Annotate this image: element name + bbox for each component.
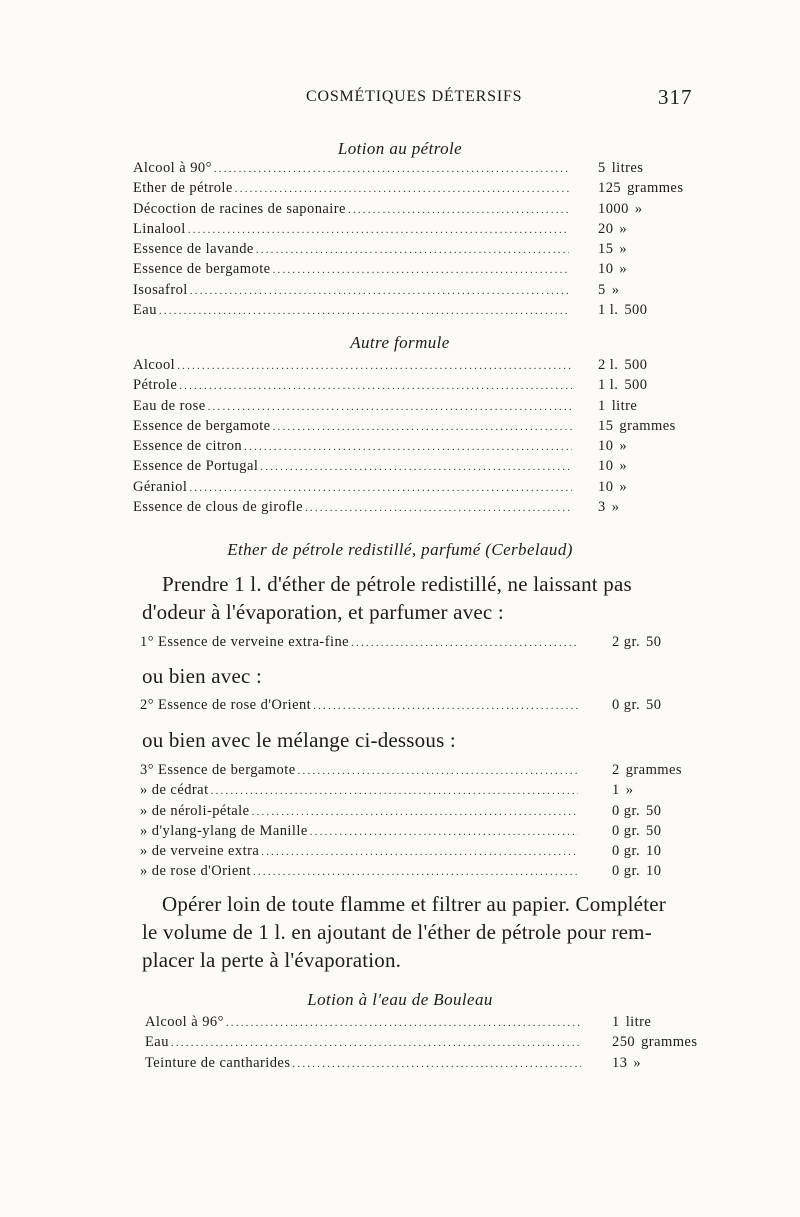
quantity-unit: » [619, 478, 628, 495]
ingredient-name: » d'ylang-ylang de Manille [140, 822, 308, 839]
recipe-row [0, 357, 800, 377]
ingredient-name: » de verveine extra [140, 843, 260, 860]
quantity-amount: 5 [598, 281, 606, 298]
recipe-lotion-bouleau [0, 1014, 800, 1075]
quantity-amount: 20 [598, 220, 614, 237]
quantity-unit: 50 [646, 802, 662, 819]
quantity-unit: » [619, 261, 628, 278]
quantity-amount: 1 [612, 782, 620, 799]
recipe-row [0, 282, 800, 302]
quantity-unit: 50 [646, 697, 662, 713]
quantity [598, 241, 627, 258]
quantity [598, 302, 647, 319]
ingredient-name: » de rose d'Orient [140, 863, 251, 880]
ingredient-name: Essence de clous de girofle [133, 499, 303, 516]
quantity [598, 398, 637, 415]
ingredient-with-leader [133, 438, 572, 458]
ingredient-with-leader [145, 1055, 581, 1075]
ingredient-with-leader [140, 823, 578, 843]
recipe-row [0, 823, 800, 843]
ingredient-name: 3° Essence de bergamote [140, 762, 296, 778]
quantity-unit: grammes [641, 1034, 698, 1051]
page-number: 317 [658, 85, 693, 109]
quantity [612, 843, 661, 860]
recipe-row [0, 1055, 800, 1075]
ingredient-name: Essence de lavande [133, 241, 254, 258]
ingredient-name: Isosafrol [133, 281, 188, 298]
quantity-unit: » [619, 241, 628, 258]
quantity [612, 1055, 641, 1072]
quantity [598, 180, 683, 197]
ingredient-with-leader [133, 160, 569, 180]
recipe-row [0, 398, 800, 418]
quantity-amount: 10 [598, 478, 614, 495]
quantity [612, 1034, 697, 1051]
dot-leader [177, 360, 572, 372]
ingredient-name: Teinture de cantharides [145, 1054, 291, 1071]
quantity-unit: » [634, 200, 643, 217]
quantity-unit: litre [611, 397, 638, 414]
quantity-unit: grammes [625, 762, 683, 778]
quantity-unit: litre [625, 1014, 652, 1030]
ingredient-name: Géraniol [133, 478, 188, 495]
recipe-row [0, 863, 800, 883]
quantity [598, 479, 627, 496]
recipe-row [0, 261, 800, 281]
dot-leader [313, 700, 578, 712]
or-line-1: ou bien avec : [142, 664, 263, 688]
quantity-unit: 500 [624, 377, 648, 394]
ingredient-with-leader [133, 458, 572, 478]
quantity [612, 823, 661, 840]
section-title-autre-formule: Autre formule [350, 333, 450, 352]
ingredient-name: Eau [133, 302, 157, 319]
quantity [612, 634, 661, 651]
quantity-amount: 250 [612, 1034, 636, 1051]
ingredient-with-leader [133, 180, 569, 200]
recipe-row [0, 377, 800, 397]
dot-leader [226, 1017, 581, 1029]
quantity [598, 499, 619, 516]
quantity-amount: 0 gr. [612, 843, 641, 860]
quantity-amount: 2 gr. [612, 634, 641, 650]
ingredient-name: 1° Essence de verveine extra-fine [140, 634, 350, 650]
quantity-amount: 1 [598, 397, 606, 414]
quantity-unit: 500 [624, 357, 648, 373]
dot-leader [159, 305, 569, 317]
quantity-unit: 10 [646, 843, 662, 860]
quantity [598, 438, 627, 455]
quantity [598, 418, 676, 435]
closing-line-1: Opérer loin de toute flamme et filtrer au papier. Compléter [162, 892, 666, 916]
quantity-unit: » [633, 1054, 642, 1071]
quantity [598, 282, 619, 299]
quantity [598, 377, 647, 394]
ingredient-with-leader [133, 499, 572, 519]
ingredient-name: Essence de Portugal [133, 458, 259, 475]
quantity-amount: 1 l. [598, 302, 619, 319]
recipe-row [0, 762, 800, 782]
recipe-lotion-au-petrole [0, 160, 800, 322]
ingredient-with-leader [140, 863, 578, 883]
ingredient-with-leader [140, 782, 578, 802]
recipe-row [0, 782, 800, 802]
ingredient-name: Linalool [133, 220, 186, 237]
recipe-row [0, 479, 800, 499]
dot-leader [253, 866, 578, 878]
quantity-amount: 1000 [598, 200, 629, 217]
recipe-melange [0, 762, 800, 884]
dot-leader [298, 765, 578, 777]
option-1 [0, 634, 800, 654]
dot-leader [292, 1058, 581, 1070]
ingredient-name: 2° Essence de rose d'Orient [140, 697, 312, 713]
ingredient-name: Essence de bergamote [133, 261, 271, 278]
quantity-unit: » [619, 220, 628, 237]
closing-line-2: le volume de 1 l. en ajoutant de l'éther de pétrole pour rem- [142, 920, 652, 944]
ingredient-name: Décoction de racines de saponaire [133, 200, 346, 217]
quantity-amount: 15 [598, 417, 614, 434]
ingredient-with-leader [140, 697, 578, 717]
quantity-unit: grammes [627, 180, 684, 197]
dot-leader [188, 224, 569, 236]
recipe-row [0, 1014, 800, 1034]
closing-paragraph [142, 890, 702, 974]
quantity [612, 863, 661, 880]
ingredient-with-leader [133, 261, 569, 281]
dot-leader [211, 785, 578, 797]
quantity [598, 357, 647, 374]
recipe-row [0, 201, 800, 221]
quantity [612, 803, 661, 820]
dot-leader [179, 380, 572, 392]
dot-leader [351, 637, 578, 649]
ingredient-with-leader [140, 803, 578, 823]
ingredient-name: » de cédrat [140, 782, 209, 799]
quantity-unit: 10 [646, 863, 662, 880]
quantity-unit: 50 [646, 634, 662, 650]
ingredient-name: Eau [145, 1034, 169, 1051]
quantity-amount: 15 [598, 241, 614, 258]
quantity-unit: 500 [624, 302, 648, 319]
quantity [612, 782, 633, 799]
quantity [598, 201, 643, 218]
closing-line-3: placer la perte à l'évaporation. [142, 948, 402, 972]
quantity-amount: 10 [598, 438, 614, 455]
quantity-amount: 13 [612, 1054, 628, 1071]
dot-leader [252, 806, 578, 818]
ingredient-with-leader [133, 241, 569, 261]
dot-leader [244, 441, 572, 453]
ingredient-name: Alcool [133, 357, 176, 373]
quantity-unit: litres [611, 160, 644, 176]
dot-leader [310, 826, 578, 838]
quantity-unit: » [619, 458, 628, 475]
ingredient-with-leader [133, 282, 569, 302]
recipe-autre-formule [0, 357, 800, 519]
ingredient-name: Ether de pétrole [133, 180, 233, 197]
ingredient-name: Alcool à 96° [145, 1014, 224, 1030]
recipe-row [0, 499, 800, 519]
intro-paragraph [142, 570, 702, 626]
quantity-amount: 2 [612, 762, 620, 778]
quantity-unit: » [625, 782, 634, 799]
quantity-unit: » [619, 438, 628, 455]
recipe-row [0, 843, 800, 863]
ingredient-name: Essence de citron [133, 438, 243, 455]
quantity-unit: » [611, 499, 620, 516]
quantity-amount: 1 [612, 1014, 620, 1030]
dot-leader [189, 482, 572, 494]
dot-leader [256, 244, 569, 256]
recipe-row [0, 418, 800, 438]
quantity [598, 221, 627, 238]
or-line-2: ou bien avec le mélange ci-dessous : [142, 728, 456, 752]
ingredient-name: Alcool à 90° [133, 160, 212, 176]
intro-line-1: Prendre 1 l. d'éther de pétrole redistillé, ne laissant pas [162, 572, 632, 596]
running-title: COSMÉTIQUES DÉTERSIFS [306, 88, 523, 105]
section-title-lotion-au-petrole: Lotion au pétrole [337, 139, 463, 158]
ingredient-with-leader [133, 357, 572, 377]
dot-leader [214, 163, 569, 175]
dot-leader [261, 846, 578, 858]
dot-leader [305, 502, 572, 514]
ingredient-with-leader [133, 221, 569, 241]
recipe-row [0, 221, 800, 241]
quantity-amount: 2 l. [598, 357, 619, 373]
quantity-amount: 125 [598, 180, 622, 197]
quantity [598, 458, 627, 475]
ingredient-with-leader [133, 398, 572, 418]
dot-leader [348, 204, 569, 216]
recipe-row [0, 634, 800, 654]
ingredient-with-leader [133, 201, 569, 221]
option-2 [0, 697, 800, 717]
dot-leader [273, 264, 569, 276]
dot-leader [273, 421, 572, 433]
ingredient-with-leader [145, 1014, 581, 1034]
recipe-row [0, 803, 800, 823]
ingredient-with-leader [133, 479, 572, 499]
dot-leader [190, 285, 569, 297]
dot-leader [171, 1037, 581, 1049]
quantity [598, 160, 643, 177]
recipe-row [0, 438, 800, 458]
quantity [612, 697, 661, 714]
ingredient-name: Pétrole [133, 377, 178, 394]
dot-leader [235, 183, 569, 195]
running-head [0, 85, 800, 112]
ingredient-with-leader [145, 1034, 581, 1054]
quantity-unit: 50 [646, 822, 662, 839]
quantity-amount: 0 gr. [612, 863, 641, 880]
recipe-row [0, 697, 800, 717]
ingredient-name: » de néroli-pétale [140, 802, 250, 819]
quantity-amount: 0 gr. [612, 697, 641, 713]
recipe-row [0, 1034, 800, 1054]
quantity-amount: 0 gr. [612, 822, 641, 839]
ingredient-with-leader [133, 418, 572, 438]
quantity-amount: 10 [598, 458, 614, 475]
ingredient-with-leader [140, 843, 578, 863]
quantity-amount: 0 gr. [612, 802, 641, 819]
ingredient-with-leader [133, 302, 569, 322]
intro-line-2: d'odeur à l'évaporation, et parfumer avec : [142, 600, 504, 624]
ingredient-name: Eau de rose [133, 397, 206, 414]
section-title-ether-de-petrole: Ether de pétrole redistillé, parfumé (Cerbelaud) [227, 540, 573, 559]
quantity-unit: grammes [619, 417, 676, 434]
ingredient-with-leader [140, 634, 578, 654]
recipe-row [0, 302, 800, 322]
dot-leader [260, 461, 572, 473]
quantity-unit: » [611, 281, 620, 298]
quantity [598, 261, 627, 278]
ingredient-name: Essence de bergamote [133, 417, 271, 434]
recipe-row [0, 180, 800, 200]
section-title-lotion-bouleau: Lotion à l'eau de Bouleau [307, 990, 493, 1009]
recipe-row [0, 241, 800, 261]
dot-leader [208, 401, 572, 413]
quantity-amount: 10 [598, 261, 614, 278]
quantity-amount: 5 [598, 160, 606, 176]
quantity [612, 1014, 651, 1031]
recipe-row [0, 160, 800, 180]
recipe-row [0, 458, 800, 478]
quantity [612, 762, 682, 779]
quantity-amount: 3 [598, 499, 606, 516]
ingredient-with-leader [140, 762, 578, 782]
ingredient-with-leader [133, 377, 572, 397]
quantity-amount: 1 l. [598, 377, 619, 394]
